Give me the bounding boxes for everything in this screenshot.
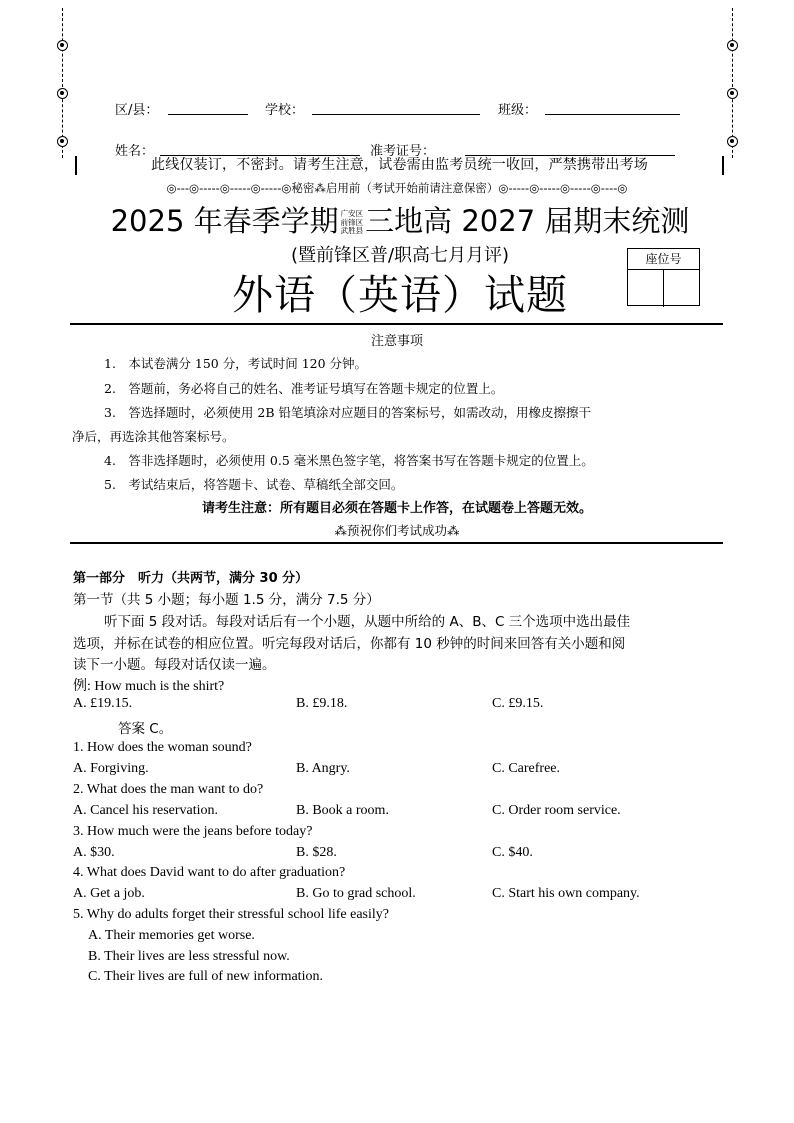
q2-option-b: B. Book a room. xyxy=(296,803,389,818)
seat-number-box xyxy=(627,248,700,306)
binding-ring-icon xyxy=(57,40,68,51)
q1-option-b: B. Angry. xyxy=(296,761,350,776)
q1-option-c: C. Carefree. xyxy=(492,761,561,776)
binding-ring-icon xyxy=(57,136,68,147)
notice-item-1: 1. 本试卷满分 150 分，考试时间 120 分钟。 xyxy=(104,356,368,371)
q1-option-a: A. Forgiving. xyxy=(73,761,149,776)
q4-option-c: C. Start his own company. xyxy=(492,886,640,901)
district-3: 武胜县 xyxy=(340,226,364,236)
q4-option-a: A. Get a job. xyxy=(73,886,145,901)
q2-option-a: A. Cancel his reservation. xyxy=(73,803,219,818)
exam-number-label: 准考证号： xyxy=(370,144,436,159)
exam-title-part2: 三地高 2027 届期末统测 xyxy=(365,204,690,238)
q3-option-b: B. $28. xyxy=(296,845,337,860)
example-option-c: C. £9.15. xyxy=(492,696,544,711)
divider-top xyxy=(70,323,723,325)
name-label: 姓名： xyxy=(115,144,155,159)
q5-option-c: C. Their lives are full of new information. xyxy=(88,969,323,984)
example-question: 例: How much is the shirt? xyxy=(73,679,225,694)
q5-option-a: A. Their memories get worse. xyxy=(88,928,255,943)
school-label: 学校： xyxy=(265,103,305,118)
notice-heading: 注意事项 xyxy=(370,334,423,349)
divider-bottom xyxy=(70,542,723,544)
q3-option-c: C. $40. xyxy=(492,845,533,860)
part-title: 第一部分 听力（共两节，满分 30 分） xyxy=(73,571,309,586)
question-2: 2. What does the man want to do? xyxy=(73,782,264,797)
notice-item-4: 4. 答非选择题时，必须使用 0.5 毫米黑色签字笔，将答案书写在答题卡规定的位置上。 xyxy=(104,453,594,468)
school-field[interactable] xyxy=(312,114,480,115)
notice-item-3: 3. 答选择题时，必须使用 2B 铅笔填涂对应题目的答案标号，如需改动，用橡皮擦擦干 xyxy=(104,405,592,420)
q5-option-b: B. Their lives are less stressful now. xyxy=(88,949,290,964)
district-field[interactable] xyxy=(168,114,248,115)
exam-title-part1: 2025 年春季学期 xyxy=(110,204,339,238)
question-3: 3. How much were the jeans before today? xyxy=(73,824,313,839)
binding-warning: 此线仅装订，不密封。请考生注意，试卷需由监考员统一收回，严禁携带出考场 xyxy=(75,156,724,175)
seat-number-cells[interactable] xyxy=(628,270,699,307)
notice-item-5: 5. 考试结束后，将答题卡、试卷、草稿纸全部交回。 xyxy=(104,477,404,492)
class-label: 班级： xyxy=(498,103,538,118)
notice-item-2: 2. 答题前，务必将自己的姓名、准考证号填写在答题卡规定的位置上。 xyxy=(104,381,504,396)
district-stack xyxy=(341,210,364,236)
example-option-a: A. £19.15. xyxy=(73,696,133,711)
subject-title: 外语（英语）试题 xyxy=(232,271,568,319)
instruction-line-2: 选项，并标在试卷的相应位置。听完每段对话后，你都有 10 秒钟的时间来回答有关小题和阅 xyxy=(73,636,626,652)
seat-number-label: 座位号 xyxy=(628,249,699,270)
q4-option-b: B. Go to grad school. xyxy=(296,886,416,901)
exam-title xyxy=(70,200,730,242)
binding-ring-icon xyxy=(727,88,738,99)
district-label: 区/县： xyxy=(115,103,159,118)
binding-ring-icon xyxy=(727,40,738,51)
instruction-line-1: 听下面 5 段对话。每段对话后有一个小题，从题中所给的 A、B、C 三个选项中选出最佳 xyxy=(104,614,631,630)
section-title: 第一节（共 5 小题；每小题 1.5 分，满分 7.5 分） xyxy=(73,592,380,608)
seal-line: ◎---◎-----◎-----◎-----◎秘密⁂启用前（考试开始前请注意保密）◎-----◎-----◎-----◎----◎ xyxy=(166,181,628,195)
example-option-b: B. £9.18. xyxy=(296,696,348,711)
q3-option-a: A. $30. xyxy=(73,845,115,860)
binding-ring-icon xyxy=(727,136,738,147)
question-1: 1. How does the woman sound? xyxy=(73,740,252,755)
binding-ring-icon xyxy=(57,88,68,99)
class-field[interactable] xyxy=(545,114,680,115)
district-2: 前锋区 xyxy=(340,217,364,227)
q2-option-c: C. Order room service. xyxy=(492,803,621,818)
wish-line: ⁂预祝你们考试成功⁂ xyxy=(334,523,460,538)
question-4: 4. What does David want to do after graduation? xyxy=(73,865,346,880)
notice-item-3-cont: 净后，再选涂其他答案标号。 xyxy=(72,429,235,444)
attention-line: 请考生注意：所有题目必须在答题卡上作答，在试题卷上答题无效。 xyxy=(201,501,592,516)
district-1: 广安区 xyxy=(340,209,364,219)
example-answer: 答案 C。 xyxy=(118,721,173,737)
exam-subtitle: (暨前锋区普/职高七月月评) xyxy=(290,245,510,266)
question-5: 5. Why do adults forget their stressful school life easily? xyxy=(73,907,389,922)
instruction-line-3: 读下一小题。每段对话仅读一遍。 xyxy=(73,657,276,673)
